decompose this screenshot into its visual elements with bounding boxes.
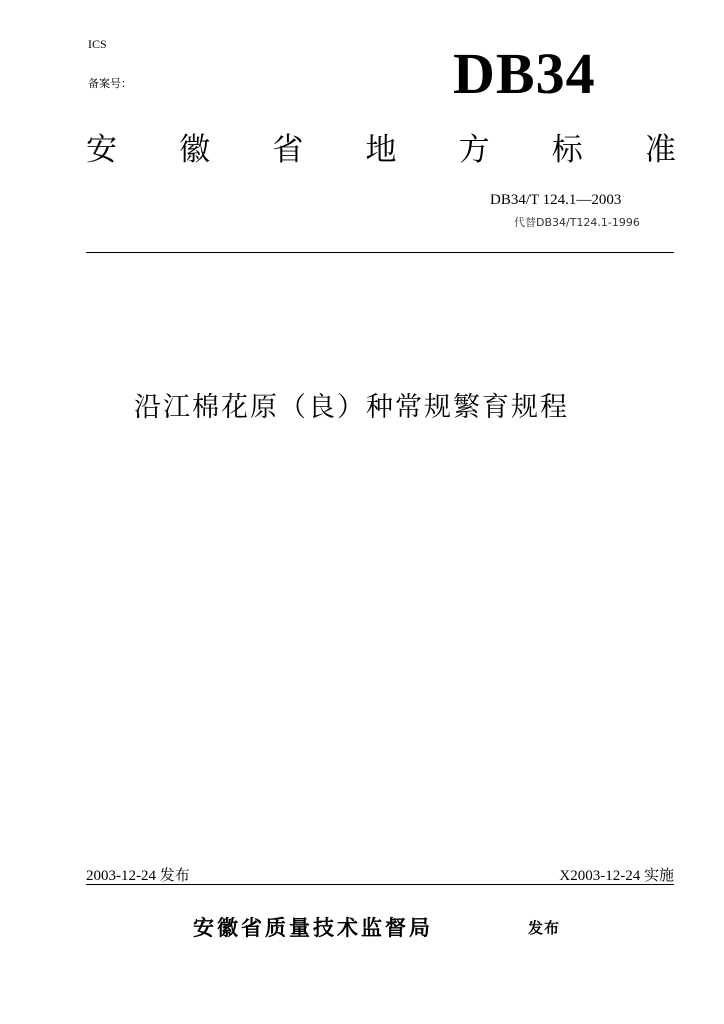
standard-type-char: 标: [551, 132, 583, 168]
standard-type-heading: [86, 132, 676, 168]
document-title: 沿江棉花原（良）种常规繁育规程: [134, 392, 569, 423]
ics-label: ICS: [88, 37, 107, 51]
filing-number-label: 备案号：: [88, 77, 132, 90]
footer-divider: [86, 884, 674, 885]
issued-label: 发布: [528, 919, 561, 937]
issue-date: 2003-12-24 发布: [86, 868, 190, 884]
replaces-note: 代替DB34/T124.1-1996: [514, 216, 640, 229]
standard-type-char: 准: [644, 132, 676, 168]
header-divider: [86, 252, 674, 253]
standard-type-char: 地: [365, 132, 397, 168]
issuing-authority: 安徽省质量技术监督局: [193, 916, 433, 940]
standard-number: DB34/T 124.1—2003: [490, 192, 622, 208]
standard-type-char: 省: [272, 132, 304, 168]
implementation-date: X2003-12-24 实施: [559, 868, 674, 884]
standard-code: DB34: [453, 41, 596, 106]
standard-type-char: 徽: [179, 132, 211, 168]
standard-type-char: 安: [86, 132, 117, 168]
standard-type-char: 方: [458, 132, 490, 168]
